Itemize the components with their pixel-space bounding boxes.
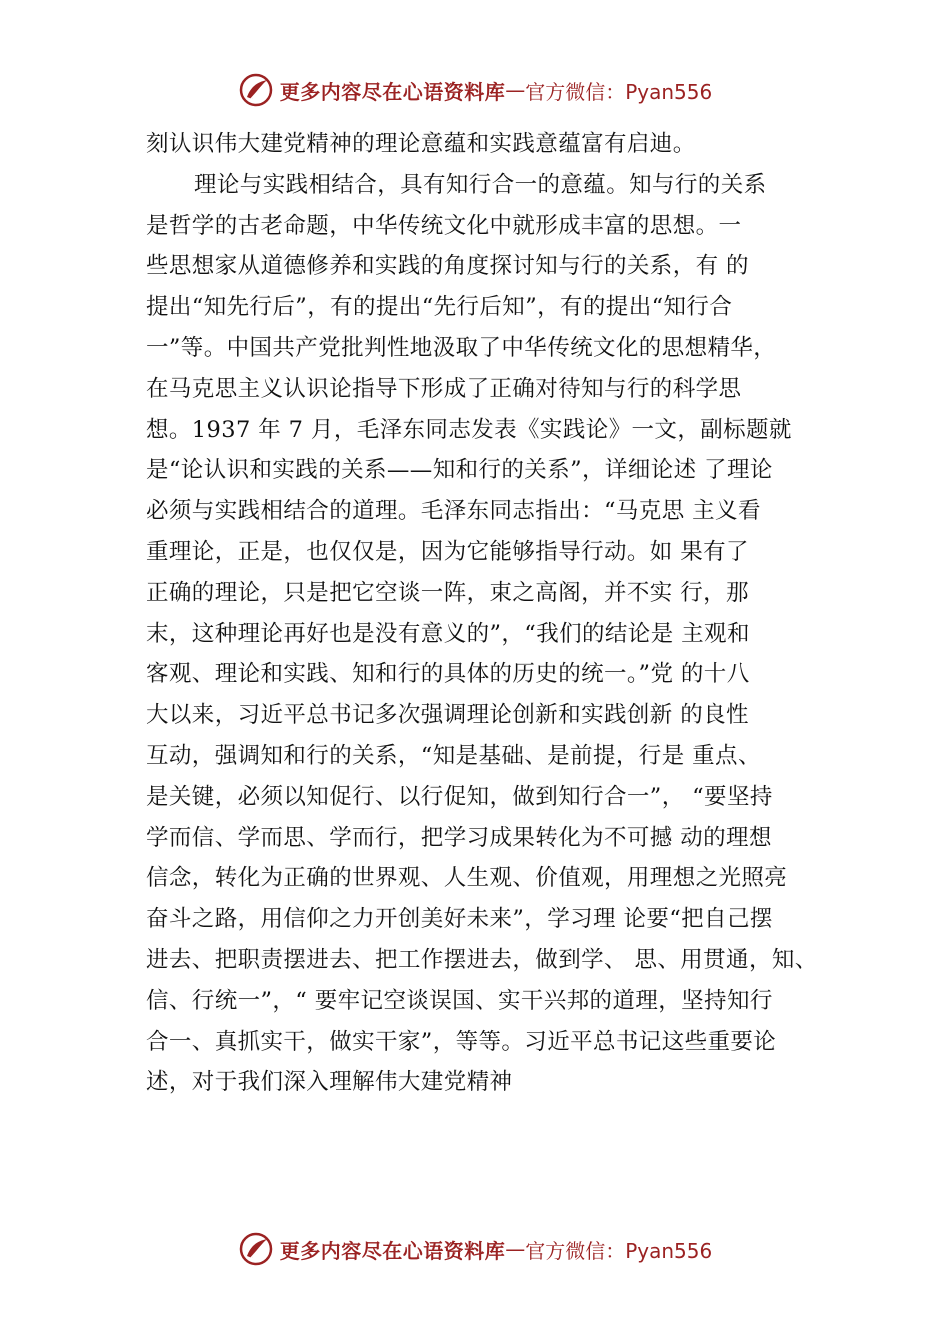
text-line: 末，这种理论再好也是没有意义的”，“我们的结论是 主观和 (146, 620, 750, 647)
text-line: 是关键，必须以知促行、以行促知，做到知行合一”， “要坚持 (146, 783, 773, 810)
footer-slogan: 更多内容尽在心语资料库 (279, 1238, 506, 1263)
text-line: 必须与实践相结合的道理。毛泽东同志指出：“马克思 主义看 (146, 498, 761, 525)
text-line: 述，对于我们深入理解伟大建党精神 (146, 1069, 513, 1096)
text-line: 信念，转化为正确的世界观、人生观、价值观，用理想之光照亮 (146, 865, 788, 892)
text-line: 进去、把职责摆进去、把工作摆进去，做到学、 思、用贯通，知、 (146, 946, 818, 973)
text-line: 想。1937 年 7 月，毛泽东同志发表《实践论》一文，副标题就 (146, 416, 792, 443)
text-line: 刻认识伟大建党精神的理论意蕴和实践意蕴富有启迪。 (146, 131, 696, 157)
text-line: 是哲学的古老命题，中华传统文化中就形成丰富的思想。一 (146, 212, 742, 239)
text-line: 在马克思主义认识论指导下形成了正确对待知与行的科学思 (146, 375, 742, 402)
footer-separator: — (505, 1237, 526, 1261)
text-line: 互动，强调知和行的关系，“知是基础、是前提，行是 重点、 (146, 742, 761, 769)
text-line: 学而信、学而思、学而行，把学习成果转化为不可撼 动的理想 (146, 824, 772, 851)
text-line: 大以来，习近平总书记多次强调理论创新和实践创新 的良性 (146, 702, 749, 729)
text-line: 提出“知先行后”，有的提出“先行后知”，有的提出“知行合 (146, 294, 733, 321)
text-line: 些思想家从道德修养和实践的角度探讨知与行的关系，有 的 (146, 253, 749, 280)
header-separator: — (505, 78, 526, 102)
logo-icon (238, 1231, 274, 1267)
text-line: 客观、理论和实践、知和行的具体的历史的统一。”党 的十八 (146, 661, 750, 688)
text-line: 一”等。中国共产党批判性地汲取了中华传统文化的思想精华， (146, 334, 777, 361)
text-line: 理论与实践相结合，具有知行合一的意蕴。知与行的关系 (194, 171, 767, 198)
logo-icon (238, 72, 274, 108)
footer-banner (0, 1231, 950, 1267)
text-line: 正确的理论，只是把它空谈一阵，束之高阁，并不实 行，那 (146, 579, 749, 606)
footer-wechat: 官方微信：Pyan556 (525, 1238, 713, 1263)
text-line: 是“论认识和实践的关系——知和行的关系”，详细论述 了理论 (146, 457, 773, 484)
text-line: 重理论，正是，也仅仅是，因为它能够指导行动。如 果有了 (146, 538, 749, 565)
header-slogan: 更多内容尽在心语资料库 (279, 79, 506, 104)
text-line: 奋斗之路，用信仰之力开创美好未来”，学习理 论要“把自己摆 (146, 906, 773, 933)
header-banner (0, 72, 950, 108)
header-wechat: 官方微信：Pyan556 (525, 79, 713, 104)
document-body (146, 124, 836, 1103)
text-line: 合一、真抓实干，做实干家”，等等。习近平总书记这些重要论 (146, 1028, 777, 1055)
text-line: 信、行统一”，“ 要牢记空谈误国、实干兴邦的道理，坚持知行 (146, 987, 773, 1014)
